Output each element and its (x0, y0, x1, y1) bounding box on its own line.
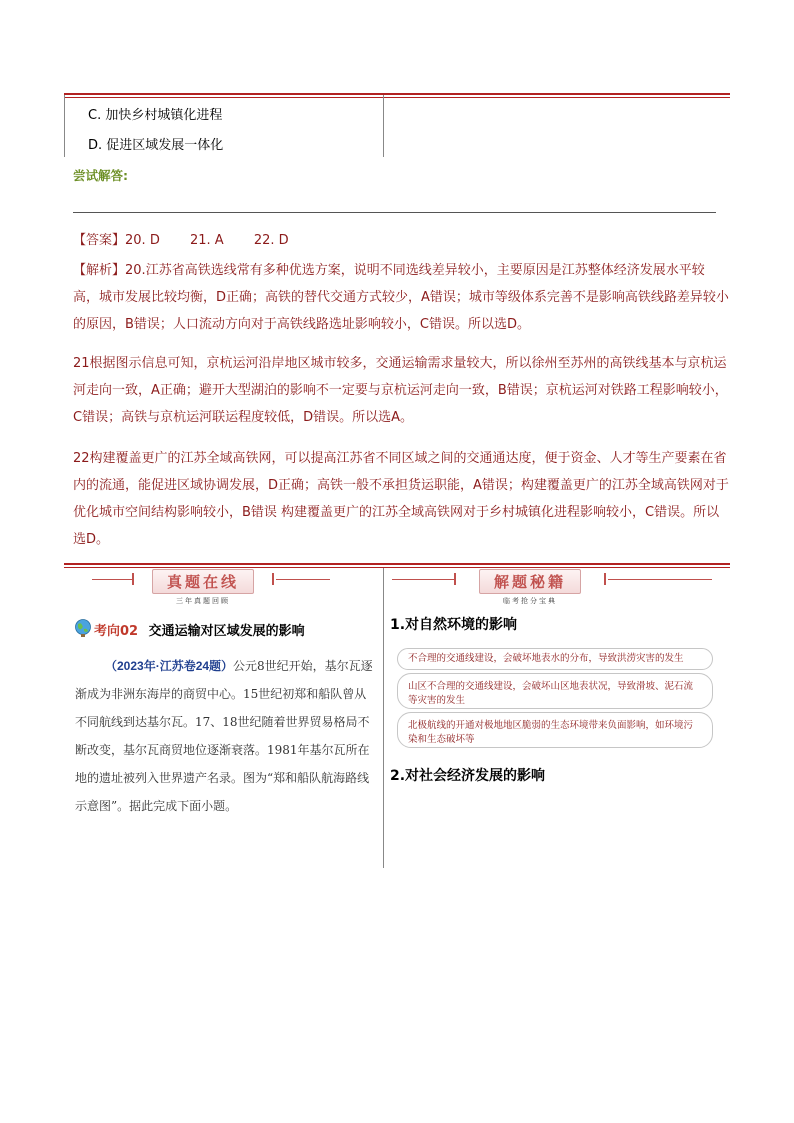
answer-21: 21. A (189, 233, 224, 248)
analysis-20-text: 20.江苏省高铁选线常有多种优选方案，说明不同选线差异较小，主要原因是江苏整体经济发展水平较高，城市发展比较均衡，D正确；高铁的替代交通方式较少，A错误；城市等级体系完善不是影响高铁线路差异较小的原因，B错误；人口流动方向对于高铁线路选址影响较小，C错误。所以选D。 (73, 263, 729, 332)
analysis-tag: 【解析】 (73, 263, 126, 278)
table-left-border (64, 95, 65, 157)
heading-socio-economic: 2.对社会经济发展的影响 (390, 768, 546, 784)
right-banner-sub: 临考抢分宝典 (503, 597, 557, 605)
right-banner (458, 569, 602, 589)
attempt-label: 尝试解答: (73, 168, 128, 183)
table-right-border (383, 95, 384, 157)
answer-row (73, 229, 289, 248)
answer-22: 22. D (253, 233, 289, 248)
right-banner-line-left (392, 579, 454, 580)
answer-tag: 【答案】 (73, 233, 126, 248)
option-c: C. 加快乡村城镇化进程 (88, 108, 223, 123)
left-banner-sub: 三年真题回顾 (176, 597, 230, 605)
bubble-item-2: 山区不合理的交通线建设，会破坏山区地表状况，导致滑坡、泥石流等灾害的发生 (397, 673, 713, 709)
right-banner-title: 解题秘籍 (479, 569, 581, 594)
left-banner (136, 569, 270, 589)
question-stem (75, 652, 375, 820)
left-banner-tick-r (272, 573, 274, 585)
top-rule-thick (64, 93, 730, 95)
answer-write-line (73, 212, 716, 213)
analysis-p21: 21根据图示信息可知，京杭运河沿岸地区城市较多，交通运输需求量较大，所以徐州至苏州的高铁线基本与京杭运河走向一致，A正确；避开大型湖泊的影响不一定要与京杭运河走向一致，B错误；京杭运河对铁路工程影响较小，C错误；高铁与京杭运河联运程度较低，D错误。所以选A。 (73, 356, 728, 425)
topic-heading (94, 620, 305, 639)
topic-title: 交通运输对区域发展的影响 (148, 624, 305, 639)
top-rule-thin (64, 97, 730, 98)
section-rule-thick (64, 563, 730, 565)
left-banner-tick-l (132, 573, 134, 585)
left-banner-line-left (92, 579, 132, 580)
right-banner-line-right (608, 579, 712, 580)
option-d: D. 促进区域发展一体化 (88, 138, 224, 153)
heading-natural-env: 1.对自然环境的影响 (390, 617, 518, 633)
question-source: （2023年·江苏卷24题） (105, 659, 234, 673)
question-text: 公元8世纪开始，基尔瓦逐渐成为非洲东海岸的商贸中心。15世纪初郑和船队曾从不同航线到达基尔瓦。17、18世纪随着世界贸易格局不断改变，基尔瓦商贸地位逐渐衰落。1981年基尔瓦所在地的遗址被列入世界遗产名录。图为“郑和船队航海路线示意图”。据此完成下面小题。 (75, 659, 373, 813)
topic-number: 考向02 (94, 624, 139, 639)
bubble-item-3: 北极航线的开通对极地地区脆弱的生态环境带来负面影响，如环境污染和生态破坏等 (397, 712, 713, 748)
left-banner-title: 真题在线 (152, 569, 254, 594)
globe-icon (73, 618, 93, 638)
column-divider (383, 568, 384, 868)
right-banner-tick-r (604, 573, 606, 585)
analysis-p20 (73, 257, 729, 338)
right-banner-tick-l (454, 573, 456, 585)
left-banner-line-right (276, 579, 330, 580)
answer-20: 20. D (125, 233, 160, 248)
section-rule-thin (64, 567, 730, 568)
analysis-p22: 22构建覆盖更广的江苏全域高铁网，可以提高江苏省不同区域之间的交通通达度，便于资金、人才等生产要素在省内的流通，能促进区域协调发展，D正确；高铁一般不承担货运职能，A错误；构建覆盖更广的江苏全域高铁网对于优化城市空间结构影响较小，B错误 构建覆盖更广的江苏全域高铁网对于乡村城镇化进程影响较小，C错误。所以选D。 (73, 451, 729, 547)
bubble-item-1: 不合理的交通线建设，会破坏地表水的分布，导致洪涝灾害的发生 (397, 648, 713, 670)
